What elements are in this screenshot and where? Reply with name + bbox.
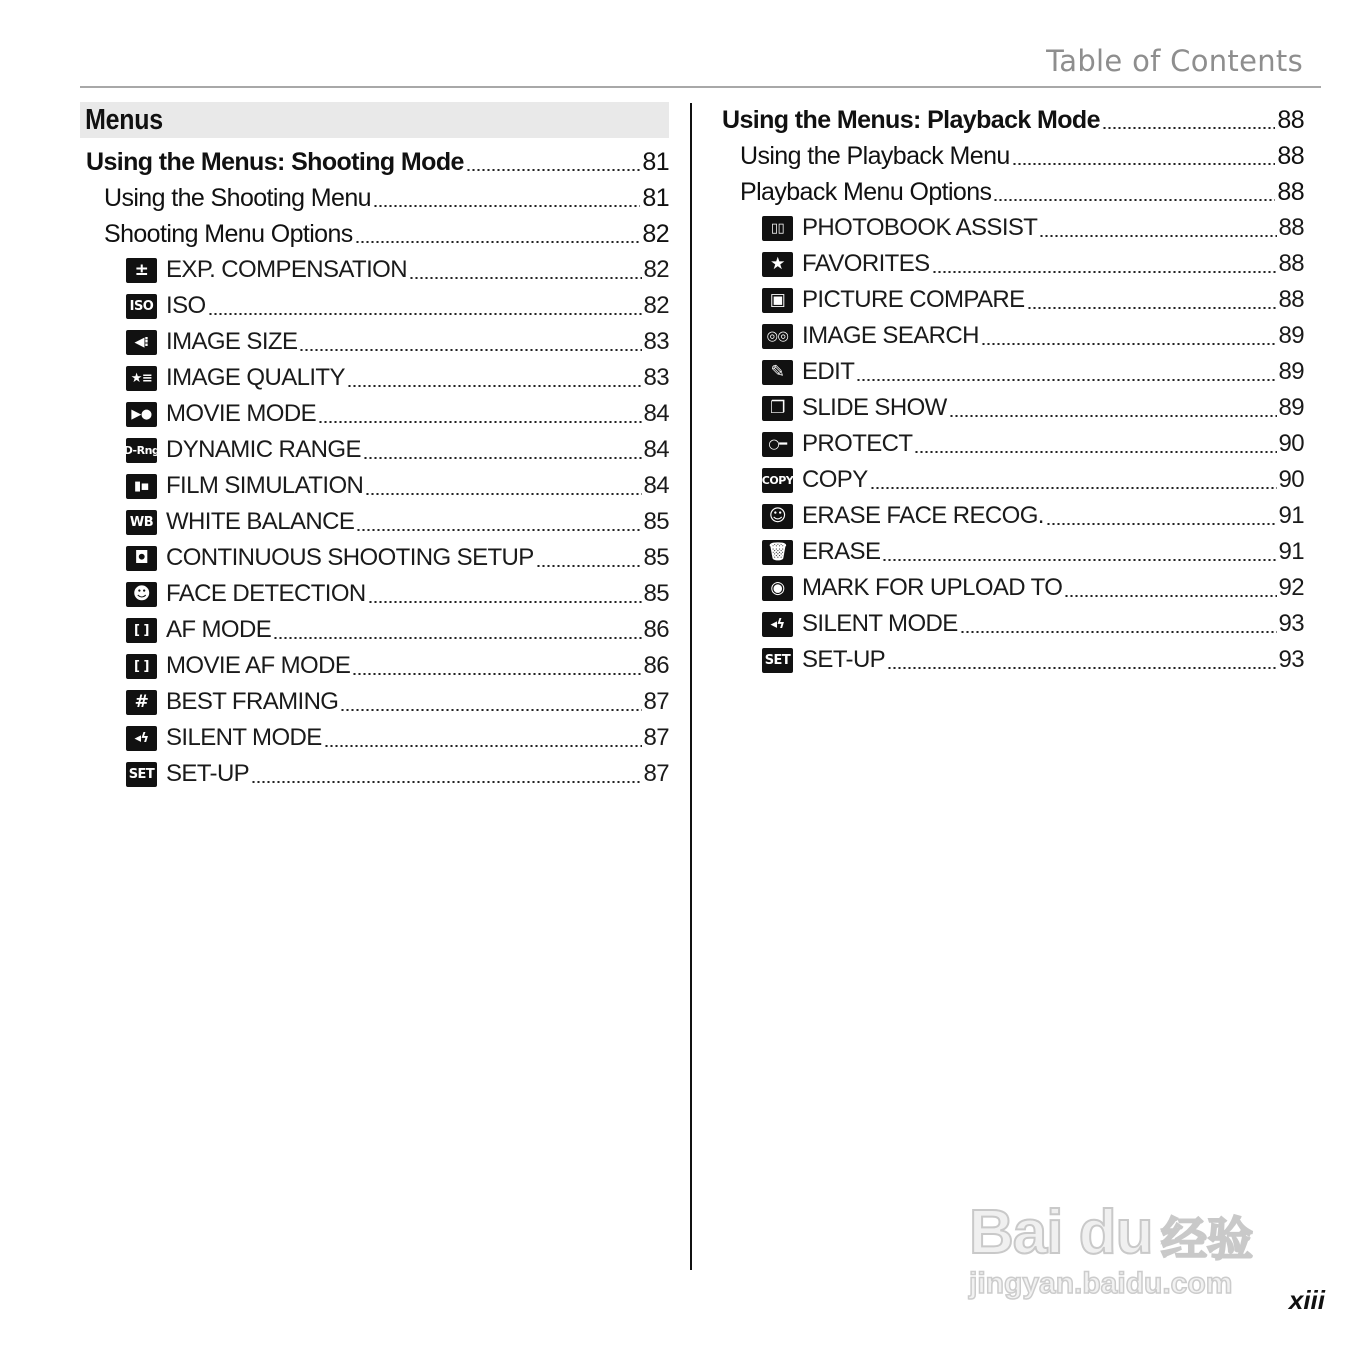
toc-entry[interactable] [80, 648, 669, 684]
dot-leader [981, 343, 1277, 345]
dot-leader [208, 313, 642, 315]
toc-entry-label: ERASE [802, 538, 881, 565]
set-up-icon: SET [126, 762, 157, 787]
toc-entry-page: 85 [643, 508, 669, 535]
toc-entry-label: SILENT MODE [802, 610, 958, 637]
toc-entry-page: 82 [642, 219, 669, 248]
toc-entry[interactable] [716, 498, 1304, 534]
toc-entry-label: PICTURE COMPARE [802, 286, 1025, 313]
dot-leader [373, 205, 640, 207]
dot-leader [856, 379, 1276, 381]
toc-entry-label: SET-UP [166, 760, 250, 787]
erase-trash-icon: 🗑 [762, 540, 793, 565]
toc-entry-label: IMAGE SIZE [166, 328, 298, 355]
page-number: xiii [1288, 1285, 1325, 1315]
toc-entry[interactable] [80, 504, 669, 540]
toc-entry[interactable] [80, 216, 669, 252]
toc-entry-label: SILENT MODE [166, 724, 322, 751]
dot-leader [960, 631, 1277, 633]
set-up-icon: SET [762, 648, 793, 673]
toc-entry-label: Using the Shooting Menu [104, 183, 371, 212]
toc-entry-label: ERASE FACE RECOG. [802, 502, 1044, 529]
dot-leader [363, 457, 642, 459]
dot-leader [932, 271, 1277, 273]
dot-leader [356, 529, 641, 531]
dot-leader [914, 451, 1276, 453]
toc-entry[interactable] [80, 324, 669, 360]
dot-leader [409, 277, 642, 279]
toc-entry-page: 86 [643, 616, 669, 643]
toc-entry[interactable] [716, 606, 1304, 642]
dot-leader [1039, 235, 1276, 237]
dot-leader [299, 349, 641, 351]
toc-entry-page: 81 [642, 183, 669, 212]
toc-entry-page: 88 [1277, 177, 1304, 206]
toc-entry[interactable] [80, 252, 669, 288]
toc-entry-page: 82 [643, 292, 669, 319]
toc-entry-page: 89 [1278, 394, 1304, 421]
toc-entry[interactable] [716, 570, 1304, 606]
af-mode-icon: [ ] [126, 618, 157, 643]
dot-leader [1027, 307, 1277, 309]
toc-entry-page: 93 [1278, 610, 1304, 637]
section-heading-band [80, 102, 669, 138]
dot-leader [352, 673, 641, 675]
toc-entry[interactable] [716, 642, 1304, 678]
toc-entry-label: AF MODE [166, 616, 272, 643]
dot-leader [466, 169, 641, 171]
section-title: Menus [85, 103, 163, 136]
toc-entry-page: 83 [643, 364, 669, 391]
toc-entry-label: SLIDE SHOW [802, 394, 947, 421]
toc-entry[interactable] [716, 210, 1304, 246]
image-quality-icon: ★≡ [126, 366, 157, 391]
toc-entry-page: 81 [642, 147, 669, 176]
iso-icon: ISO [126, 294, 157, 319]
toc-entry-page: 88 [1278, 214, 1304, 241]
toc-entry[interactable] [716, 462, 1304, 498]
white-balance-icon: WB [126, 510, 157, 535]
film-simulation-icon: ▮▪ [126, 474, 157, 499]
toc-entry[interactable] [80, 576, 669, 612]
dot-leader [993, 199, 1275, 201]
toc-entry-label: SET-UP [802, 646, 886, 673]
toc-entry-page: 88 [1278, 250, 1304, 277]
dot-leader [347, 385, 642, 387]
toc-entry-page: 85 [643, 580, 669, 607]
favorites-star-icon: ★ [762, 252, 793, 277]
toc-entry-page: 84 [643, 472, 669, 499]
movie-af-mode-icon: [ ] [126, 654, 157, 679]
toc-entry[interactable] [80, 612, 669, 648]
toc-entry-page: 84 [643, 400, 669, 427]
copy-icon: COPY [762, 468, 793, 493]
toc-entry-page: 89 [1278, 322, 1304, 349]
toc-entry[interactable] [80, 288, 669, 324]
dot-leader [887, 667, 1276, 669]
toc-entry-label: FILM SIMULATION [166, 472, 364, 499]
column-divider [690, 103, 692, 1270]
toc-entry-page: 91 [1278, 502, 1304, 529]
toc-entry[interactable] [716, 246, 1304, 282]
toc-list-left [80, 144, 669, 792]
movie-mode-icon: ▶● [126, 402, 157, 427]
toc-entry-page: 87 [643, 724, 669, 751]
toc-entry-page: 88 [1277, 105, 1304, 134]
toc-entry-page: 87 [643, 760, 669, 787]
toc-entry[interactable] [80, 144, 669, 180]
continuous-shooting-icon: ◘ [126, 546, 157, 571]
silent-mode-icon: ◂ϟ [762, 612, 793, 637]
toc-entry-page: 90 [1278, 430, 1304, 457]
mark-for-upload-icon: ◉ [762, 576, 793, 601]
exposure-compensation-icon: ± [126, 258, 157, 283]
toc-entry[interactable] [716, 102, 1304, 138]
toc-entry-label: Shooting Menu Options [104, 219, 353, 248]
toc-entry-page: 83 [643, 328, 669, 355]
toc-entry-page: 91 [1278, 538, 1304, 565]
toc-entry-page: 85 [643, 544, 669, 571]
toc-entry-label: BEST FRAMING [166, 688, 339, 715]
dot-leader [1046, 523, 1277, 525]
dot-leader [251, 781, 641, 783]
toc-entry[interactable] [716, 354, 1304, 390]
erase-face-recog-icon: ☺ [762, 504, 793, 529]
dot-leader [1102, 127, 1275, 129]
toc-entry-label: MOVIE MODE [166, 400, 317, 427]
toc-entry-page: 88 [1278, 286, 1304, 313]
toc-entry-page: 93 [1278, 646, 1304, 673]
baidu-watermark [965, 1155, 1285, 1305]
toc-entry[interactable] [80, 360, 669, 396]
left-column [80, 102, 669, 792]
dot-leader [324, 745, 642, 747]
toc-entry-label: PHOTOBOOK ASSIST [802, 214, 1038, 241]
toc-entry[interactable] [716, 138, 1304, 174]
toc-entry-label: IMAGE SEARCH [802, 322, 979, 349]
toc-entry[interactable] [80, 720, 669, 756]
toc-entry-page: 88 [1277, 141, 1304, 170]
toc-entry-label: Using the Menus: Playback Mode [722, 105, 1100, 134]
toc-entry-page: 82 [643, 256, 669, 283]
watermark-word: Bai du [969, 1198, 1153, 1267]
toc-entry-label: CONTINUOUS SHOOTING SETUP [166, 544, 534, 571]
toc-entry-label: EDIT [802, 358, 855, 385]
toc-entry-page: 92 [1278, 574, 1304, 601]
header-title: Table of Contents [1046, 44, 1303, 78]
toc-entry-page: 86 [643, 652, 669, 679]
dot-leader [870, 487, 1277, 489]
slide-show-icon: ❐ [762, 396, 793, 421]
toc-entry-label: COPY [802, 466, 868, 493]
toc-entry[interactable] [80, 468, 669, 504]
watermark-cn: 经验 [1161, 1212, 1253, 1266]
toc-entry[interactable] [80, 432, 669, 468]
dot-leader [340, 709, 641, 711]
toc-entry-label: IMAGE QUALITY [166, 364, 345, 391]
dot-leader [949, 415, 1277, 417]
toc-entry-page: 89 [1278, 358, 1304, 385]
protect-key-icon: ○━ [762, 432, 793, 457]
toc-entry[interactable] [80, 180, 669, 216]
toc-entry-page: 84 [643, 436, 669, 463]
toc-entry[interactable] [80, 396, 669, 432]
dot-leader [1064, 595, 1276, 597]
toc-entry[interactable] [716, 534, 1304, 570]
dot-leader [1012, 163, 1276, 165]
toc-entry-label: FAVORITES [802, 250, 930, 277]
toc-entry-label: MARK FOR UPLOAD TO [802, 574, 1063, 601]
right-column [716, 102, 1304, 678]
toc-entry[interactable] [716, 390, 1304, 426]
dot-leader [355, 241, 641, 243]
dot-leader [273, 637, 641, 639]
toc-entry-label: Using the Menus: Shooting Mode [86, 147, 464, 176]
toc-entry[interactable] [80, 756, 669, 792]
silent-mode-icon: ◂ϟ [126, 726, 157, 751]
dot-leader [368, 601, 642, 603]
photobook-assist-icon: ▯▯ [762, 216, 793, 241]
page-header [80, 38, 1321, 88]
toc-entry-label: FACE DETECTION [166, 580, 366, 607]
toc-entry-label: Using the Playback Menu [740, 141, 1010, 170]
toc-entry-label: DYNAMIC RANGE [166, 436, 361, 463]
dot-leader [882, 559, 1276, 561]
toc-entry-page: 87 [643, 688, 669, 715]
dot-leader [365, 493, 641, 495]
dynamic-range-icon: D-Rng [126, 438, 157, 463]
toc-entry[interactable] [716, 318, 1304, 354]
dot-leader [318, 421, 641, 423]
watermark-url: jingyan.baidu.com [969, 1267, 1233, 1300]
toc-entry-label: ISO [166, 292, 206, 319]
toc-entry-label: Playback Menu Options [740, 177, 992, 206]
toc-entry-page: 90 [1278, 466, 1304, 493]
edit-brush-icon: ✎ [762, 360, 793, 385]
toc-entry-label: WHITE BALANCE [166, 508, 355, 535]
image-search-icon: ◎◎ [762, 324, 793, 349]
picture-compare-icon: ▣ [762, 288, 793, 313]
best-framing-icon: # [126, 690, 157, 715]
toc-entry[interactable] [716, 174, 1304, 210]
toc-list-right [716, 102, 1304, 678]
face-detection-icon: ☻ [126, 582, 157, 607]
toc-entry-label: PROTECT [802, 430, 913, 457]
toc-entry[interactable] [716, 282, 1304, 318]
toc-entry[interactable] [80, 684, 669, 720]
image-size-icon: ◀⁝ [126, 330, 157, 355]
toc-entry-label: MOVIE AF MODE [166, 652, 351, 679]
toc-entry[interactable] [716, 426, 1304, 462]
dot-leader [536, 565, 642, 567]
toc-entry[interactable] [80, 540, 669, 576]
toc-entry-label: EXP. COMPENSATION [166, 256, 407, 283]
